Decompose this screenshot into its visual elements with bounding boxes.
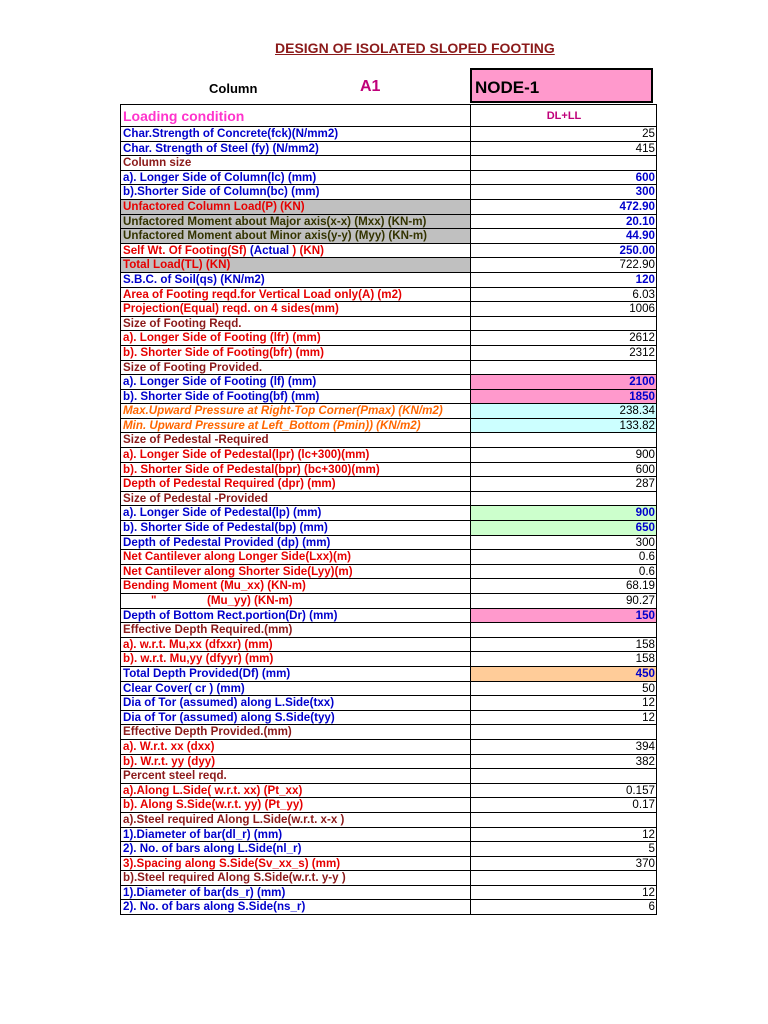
table-row [121,141,657,156]
row-value[interactable]: 50 [471,681,657,696]
row-value[interactable]: 900 [471,448,657,463]
table-row [121,360,657,375]
node-header[interactable]: NODE-1 [470,68,653,103]
row-value[interactable]: 158 [471,652,657,667]
table-row [121,725,657,740]
row-label: 1).Diameter of bar(dl_r) (mm) [121,827,471,842]
row-label [121,594,471,609]
row-label: a).Along L.Side( w.r.t. xx) (Pt_xx) [121,783,471,798]
row-label: Max.Upward Pressure at Right-Top Corner(Pmax) (KN/m2) [121,404,471,419]
row-label: Net Cantilever along Shorter Side(Lyy)(m) [121,564,471,579]
table-row [121,842,657,857]
row-value[interactable] [471,725,657,740]
table-row [121,229,657,244]
row-label: b). Shorter Side of Pedestal(bp) (mm) [121,521,471,536]
row-label: b). Shorter Side of Pedestal(bpr) (bc+300)(mm) [121,462,471,477]
row-value[interactable]: 120 [471,272,657,287]
row-label: a). Longer Side of Footing (lfr) (mm) [121,331,471,346]
row-value[interactable]: 90.27 [471,594,657,609]
row-value[interactable]: 150 [471,608,657,623]
row-value[interactable] [471,156,657,171]
section-heading: Size of Pedestal -Required [121,433,471,448]
table-row [121,710,657,725]
row-value[interactable]: 600 [471,462,657,477]
row-label: Unfactored Moment about Minor axis(y-y) (Myy) (KN-m) [121,229,471,244]
table-row [121,462,657,477]
row-value[interactable]: 20.10 [471,214,657,229]
row-value[interactable]: 238.34 [471,404,657,419]
table-row [121,535,657,550]
table-row [121,871,657,886]
table-row [121,302,657,317]
table-row [121,900,657,915]
row-value[interactable]: 1850 [471,389,657,404]
row-value[interactable]: 44.90 [471,229,657,244]
row-value[interactable]: 600 [471,170,657,185]
row-label: a). Longer Side of Pedestal(lpr) (lc+300)(mm) [121,448,471,463]
row-value[interactable] [471,491,657,506]
table-row [121,666,657,681]
section-heading: Column size [121,156,471,171]
row-value[interactable]: 12 [471,885,657,900]
row-label: b). Along S.Side(w.r.t. yy) (Pt_yy) [121,798,471,813]
row-label: a). w.r.t. Mu,xx (dfxxr) (mm) [121,637,471,652]
row-value[interactable]: 0.157 [471,783,657,798]
row-value[interactable] [471,316,657,331]
row-value[interactable]: 12 [471,696,657,711]
row-label: 2). No. of bars along S.Side(ns_r) [121,900,471,915]
row-value[interactable]: 450 [471,666,657,681]
table-row [121,521,657,536]
row-value[interactable]: 300 [471,185,657,200]
section-heading: Percent steel reqd. [121,769,471,784]
table-row [121,564,657,579]
table-row [121,418,657,433]
row-value[interactable] [471,812,657,827]
row-label: Dia of Tor (assumed) along S.Side(tyy) [121,710,471,725]
table-row [121,258,657,273]
section-heading: Size of Pedestal -Provided [121,491,471,506]
table-row [121,550,657,565]
table-row [121,127,657,142]
row-label: b). Shorter Side of Footing(bf) (mm) [121,389,471,404]
row-label: Total Load(TL) (KN) [121,258,471,273]
row-label: b). W.r.t. yy (dyy) [121,754,471,769]
row-value[interactable]: 2612 [471,331,657,346]
table-row [121,199,657,214]
row-value[interactable]: 25 [471,127,657,142]
row-value[interactable] [471,871,657,886]
row-label: a). Longer Side of Footing (lf) (mm) [121,375,471,390]
row-value[interactable]: 382 [471,754,657,769]
row-value[interactable]: 0.6 [471,550,657,565]
row-label: 3).Spacing along S.Side(Sv_xx_s) (mm) [121,856,471,871]
row-label: Char.Strength of Concrete(fck)(N/mm2) [121,127,471,142]
table-row [121,506,657,521]
section-heading: b).Steel required Along S.Side(w.r.t. y-y ) [121,871,471,886]
row-value[interactable]: 2100 [471,375,657,390]
table-row [121,156,657,171]
section-heading: Size of Footing Provided. [121,360,471,375]
row-value[interactable]: 300 [471,535,657,550]
row-value[interactable]: 0.17 [471,798,657,813]
section-heading: Effective Depth Provided.(mm) [121,725,471,740]
table-row [121,491,657,506]
row-label: Area of Footing reqd.for Vertical Load only(A) (m2) [121,287,471,302]
row-label: b). Shorter Side of Footing(bfr) (mm) [121,345,471,360]
row-label: Depth of Pedestal Provided (dp) (mm) [121,535,471,550]
table-row [121,696,657,711]
table-row [121,652,657,667]
row-value[interactable]: 68.19 [471,579,657,594]
table-row [121,214,657,229]
table-row [121,827,657,842]
row-label: Min. Upward Pressure at Left_Bottom (Pmin)) (KN/m2) [121,418,471,433]
table-row [121,681,657,696]
loading-condition-label: Loading condition [121,105,471,127]
table-row [121,856,657,871]
load-case-cell[interactable]: DL+LL [471,105,657,127]
row-value[interactable]: 12 [471,827,657,842]
table-row [121,433,657,448]
self-weight-label: Self Wt. Of Footing(Sf) [123,243,250,257]
table-row [121,105,657,127]
row-label: Dia of Tor (assumed) along L.Side(txx) [121,696,471,711]
row-value[interactable]: 722.90 [471,258,657,273]
ditto-mark: " [151,594,157,607]
table-row [121,243,657,258]
row-label: Depth of Bottom Rect.portion(Dr) (mm) [121,608,471,623]
table-row [121,769,657,784]
column-label: Column [209,81,258,96]
row-label: Clear Cover( cr ) (mm) [121,681,471,696]
table-row [121,287,657,302]
row-value[interactable]: 12 [471,710,657,725]
row-label: a). Longer Side of Column(lc) (mm) [121,170,471,185]
table-row [121,185,657,200]
page-title: DESIGN OF ISOLATED SLOPED FOOTING [275,40,555,56]
row-value[interactable] [471,623,657,638]
table-row [121,637,657,652]
row-value[interactable]: 133.82 [471,418,657,433]
row-label: Bending Moment (Mu_xx) (KN-m) [121,579,471,594]
table-row [121,739,657,754]
row-label [121,243,471,258]
row-label: Unfactored Column Load(P) (KN) [121,199,471,214]
row-label: Unfactored Moment about Major axis(x-x) (Mxx) (KN-m) [121,214,471,229]
table-row [121,783,657,798]
row-value[interactable]: 2312 [471,345,657,360]
row-value[interactable] [471,769,657,784]
row-label: a). Longer Side of Pedestal(lp) (mm) [121,506,471,521]
table-row [121,812,657,827]
row-label: 2). No. of bars along L.Side(nl_r) [121,842,471,857]
row-label: Total Depth Provided(Df) (mm) [121,666,471,681]
row-value[interactable]: 472.90 [471,199,657,214]
table-row [121,594,657,609]
row-label: 1).Diameter of bar(ds_r) (mm) [121,885,471,900]
row-value[interactable]: 5 [471,842,657,857]
row-value[interactable]: 900 [471,506,657,521]
section-heading: Size of Footing Reqd. [121,316,471,331]
row-value[interactable]: 6 [471,900,657,915]
actual-label: (Actual [249,243,293,257]
table-row [121,579,657,594]
row-value[interactable]: 287 [471,477,657,492]
moment-yy-label: (Mu_yy) (KN-m) [207,594,293,607]
section-heading: a).Steel required Along L.Side(w.r.t. x-x ) [121,812,471,827]
row-label: Char. Strength of Steel (fy) (N/mm2) [121,141,471,156]
table-row [121,885,657,900]
row-label: b). w.r.t. Mu,yy (dfyyr) (mm) [121,652,471,667]
table-row [121,331,657,346]
row-value[interactable]: 1006 [471,302,657,317]
row-value[interactable] [471,360,657,375]
row-value[interactable]: 158 [471,637,657,652]
table-row [121,345,657,360]
footing-design-table [120,104,656,915]
table-row [121,316,657,331]
row-value[interactable]: 0.6 [471,564,657,579]
section-heading: Effective Depth Required.(mm) [121,623,471,638]
table-row [121,798,657,813]
row-value[interactable]: 6.03 [471,287,657,302]
table-row [121,170,657,185]
table-row [121,404,657,419]
table-row [121,375,657,390]
row-value[interactable]: 250.00 [471,243,657,258]
row-label: S.B.C. of Soil(qs) (KN/m2) [121,272,471,287]
table-row [121,389,657,404]
row-label: Projection(Equal) reqd. on 4 sides(mm) [121,302,471,317]
row-value[interactable] [471,433,657,448]
row-value[interactable]: 415 [471,141,657,156]
row-label: Net Cantilever along Longer Side(Lxx)(m) [121,550,471,565]
table-row [121,623,657,638]
table-row [121,754,657,769]
column-id[interactable]: A1 [360,78,381,95]
table-row [121,448,657,463]
row-value[interactable]: 650 [471,521,657,536]
row-label: Depth of Pedestal Required (dpr) (mm) [121,477,471,492]
self-weight-unit: ) (KN) [292,243,324,257]
row-value[interactable]: 370 [471,856,657,871]
row-label: a). W.r.t. xx (dxx) [121,739,471,754]
row-value[interactable]: 394 [471,739,657,754]
table-row [121,477,657,492]
table-row [121,608,657,623]
row-label: b).Shorter Side of Column(bc) (mm) [121,185,471,200]
table-row [121,272,657,287]
